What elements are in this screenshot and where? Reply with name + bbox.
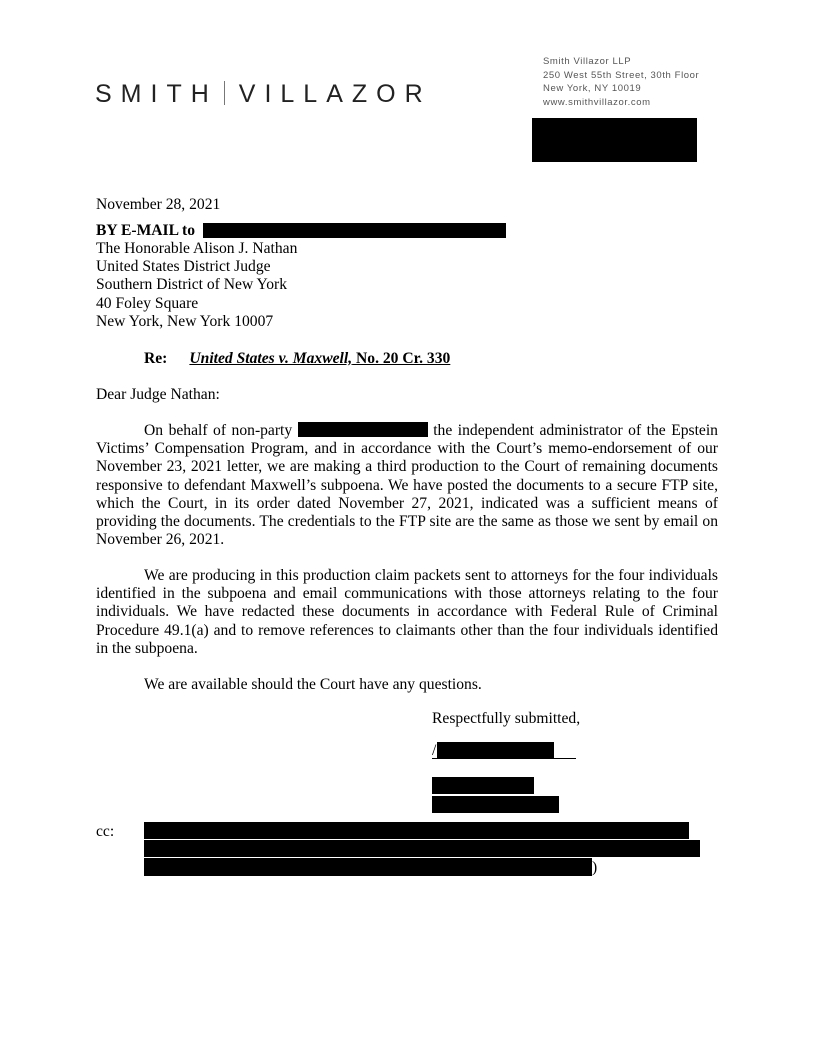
redaction-signer-firm: [432, 796, 559, 813]
redaction-signature: [437, 742, 554, 759]
signature-slash: /: [432, 742, 437, 759]
redaction-cc-line-2: [144, 840, 700, 857]
body-paragraph-2: [96, 567, 718, 658]
firm-logo-second: VILLAZOR: [238, 80, 432, 108]
paragraph-3-text: We are available should the Court have any questions.: [144, 676, 482, 693]
redaction-cc-line-1: [144, 822, 689, 839]
paragraph-1-lead: On behalf of non-party: [144, 422, 298, 439]
firm-address: [543, 55, 699, 109]
recipient-name: The Honorable Alison J. Nathan: [96, 240, 298, 257]
body-paragraph-1: [96, 422, 718, 549]
paragraph-1-text: the independent administrator of the Epstein Victims’ Compensation Program, and in accordance with the Court’s memo-endorsement of our November 23, 2021 letter, we are making a third production to the Court of remaining documents responsive to defendant Maxwell’s subpoena. We have posted the documents to a secure FTP site, which the Court, in its order dated November 27, 2021, indicated was a sufficient means of providing the documents. The credentials to the FTP site are the same as those we sent by email on November 26, 2021.: [96, 422, 718, 549]
redaction-email: [203, 223, 506, 238]
letter-date: November 28, 2021: [96, 196, 221, 213]
re-case-name: United States v. Maxwell,: [189, 350, 353, 367]
redaction-block-header: [532, 118, 697, 162]
delivery-method: BY E-MAIL to: [96, 222, 196, 239]
redaction-administrator-name: [298, 422, 428, 437]
paragraph-2-text: We are producing in this production claim packets sent to attorneys for the four individuals identified in the subpoena and email communications with those attorneys relating to the four individuals. We have redacted these documents in accordance with Federal Rule of Criminal Procedure 49.1(a) and to remove references to claimants other than the four individuals identified in the subpoena.: [96, 567, 718, 657]
recipient-title: United States District Judge: [96, 258, 271, 275]
firm-logo-first: SMITH: [95, 80, 218, 108]
re-label: Re:: [144, 350, 168, 367]
re-line: [144, 350, 450, 368]
cc-label: cc:: [96, 823, 115, 840]
redaction-signer-name: [432, 777, 534, 794]
body-paragraph-3: [96, 676, 718, 694]
firm-address-name: Smith Villazor LLP: [543, 56, 632, 67]
recipient-street: 40 Foley Square: [96, 295, 199, 312]
redaction-cc-line-3: [144, 858, 592, 876]
firm-address-website: www.smithvillazor.com: [543, 96, 651, 108]
firm-address-street: 250 West 55th Street, 30th Floor: [543, 69, 700, 81]
recipient-city: New York, New York 10007: [96, 313, 274, 330]
re-case-number: No. 20 Cr. 330: [356, 350, 451, 367]
closing: Respectfully submitted,: [432, 710, 581, 727]
firm-logo: [95, 80, 432, 109]
logo-divider: [224, 81, 225, 105]
recipient-court: Southern District of New York: [96, 276, 288, 293]
salutation: Dear Judge Nathan:: [96, 386, 220, 403]
firm-address-city: New York, NY 10019: [543, 83, 642, 94]
cc-close-paren: ): [592, 859, 598, 876]
